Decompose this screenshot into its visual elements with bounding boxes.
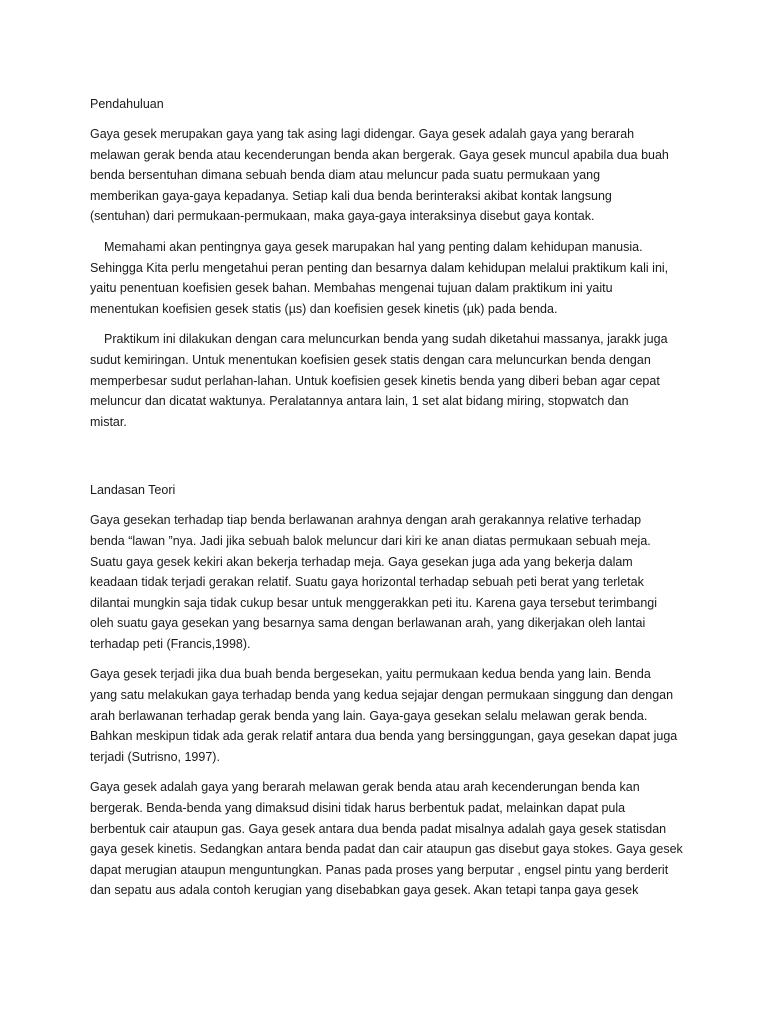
section-heading-landasan-teori: Landasan Teori (90, 483, 176, 498)
text-line: yang satu melakukan gaya terhadap benda yang kedua sejajar dengan permukaan singgung dan dengan (90, 688, 674, 703)
text-line: dapat merugian ataupun menguntungkan. Panas pada proses yang berputar , engsel pintu yang berderit (90, 862, 669, 877)
text-line: keadaan tidak terjadi gerakan relatif. Suatu gaya horizontal terhadap sebuah peti berat yang terletak (90, 575, 644, 590)
text-line: berbentuk cair ataupun gas. Gaya gesek antara dua benda padat misalnya adalah gaya gesek statisdan (90, 821, 667, 836)
text-line: terjadi (Sutrisno, 1997). (90, 749, 220, 764)
text-line: Gaya gesek merupakan gaya yang tak asing lagi didengar. Gaya gesek adalah gaya yang berarah (90, 127, 635, 141)
paragraph (90, 124, 690, 227)
text-line: Gaya gesek adalah gaya yang berarah melawan gerak benda atau arah kecenderungan benda kan (90, 780, 640, 795)
section-heading-pendahuluan: Pendahuluan (90, 97, 164, 111)
text-line: dilantai mungkin saja tidak cukup besar untuk menggerakkan peti itu. Karena gaya tersebut terimbangi (90, 595, 658, 610)
text-line: memberikan gaya-gaya kepadanya. Setiap kali dua benda berinteraksi akibat kontak langsung (90, 188, 612, 203)
text-line: (sentuhan) dari permukaan-permukaan, maka gaya-gaya interaksinya disebut gaya kontak. (90, 209, 595, 224)
text-line: gaya gesek kinetis. Sedangkan antara benda padat dan cair ataupun gas disebut gaya stokes. Gaya gesek (90, 842, 683, 857)
text-line: bergerak. Benda-benda yang dimaksud disini tidak harus berbentuk padat, melainkan dapat pula (90, 801, 626, 816)
paragraph (90, 237, 690, 319)
text-line: Suatu gaya gesek kekiri akan bekerja terhadap meja. Gaya gesekan juga ada yang bekerja dalam (90, 554, 633, 569)
text-line: yaitu penentuan koefisien gesek bahan. Membahas mengenai tujuan dalam praktikum ini yaitu (90, 281, 613, 296)
text-line: Gaya gesekan terhadap tiap benda berlawanan arahnya dengan arah gerakannya relative terhadap (90, 513, 642, 528)
text-line: Memahami akan pentingnya gaya gesek marupakan hal yang penting dalam kehidupan manusia. (104, 239, 643, 254)
paragraph (90, 664, 690, 767)
text-line: oleh suatu gaya gesekan yang besarnya sama dengan berlawanan arah, yang dikerjakan oleh lantai (90, 616, 646, 631)
text-line: melawan gerak benda atau kecenderungan benda akan bergerak. Gaya gesek muncul apabila dua buah (90, 147, 669, 162)
paragraph (90, 777, 690, 901)
text-line: arah berlawanan terhadap gerak benda yang lain. Gaya-gaya gesekan selalu melawan gerak benda. (90, 708, 648, 723)
paragraph (90, 329, 690, 432)
paragraph (90, 510, 690, 654)
text-line: benda “lawan ”nya. Jadi jika sebuah balok meluncur dari kiri ke anan diatas permukaan sebuah meja. (90, 533, 651, 548)
text-line: memperbesar sudut perlahan-lahan. Untuk koefisien gesek kinetis benda yang diberi beban agar cepat (90, 373, 660, 388)
text-line: Gaya gesek terjadi jika dua buah benda bergesekan, yaitu permukaan kedua benda yang lain. Benda (90, 667, 651, 682)
text-line: sudut kemiringan. Untuk menentukan koefisien gesek statis dengan cara meluncurkan benda dengan (90, 352, 651, 367)
text-line: menentukan koefisien gesek statis (µs) dan koefisien gesek kinetis (µk) pada benda. (90, 301, 558, 316)
text-line: benda bersentuhan dimana sebuah benda diam atau meluncur pada suatu permukaan yang (90, 168, 601, 183)
section-spacer (90, 442, 690, 480)
text-line: terhadap peti (Francis,1998). (90, 636, 251, 651)
text-line: Sehingga Kita perlu mengetahui peran penting dan besarnya dalam kehidupan melalui praktikum kali ini, (90, 260, 669, 275)
document-body (90, 94, 690, 911)
text-line: Praktikum ini dilakukan dengan cara meluncurkan benda yang sudah diketahui massanya, jarakk juga (104, 332, 668, 347)
text-line: mistar. (90, 414, 127, 429)
text-line: meluncur dan dicatat waktunya. Peralatannya antara lain, 1 set alat bidang miring, stopwatch dan (90, 394, 629, 409)
text-line: Bahkan meskipun tidak ada gerak relatif antara dua benda yang bersinggungan, gaya gesekan dapat juga (90, 729, 678, 744)
text-line: dan sepatu aus adala contoh kerugian yang disebabkan gaya gesek. Akan tetapi tanpa gaya gesek (90, 883, 639, 898)
